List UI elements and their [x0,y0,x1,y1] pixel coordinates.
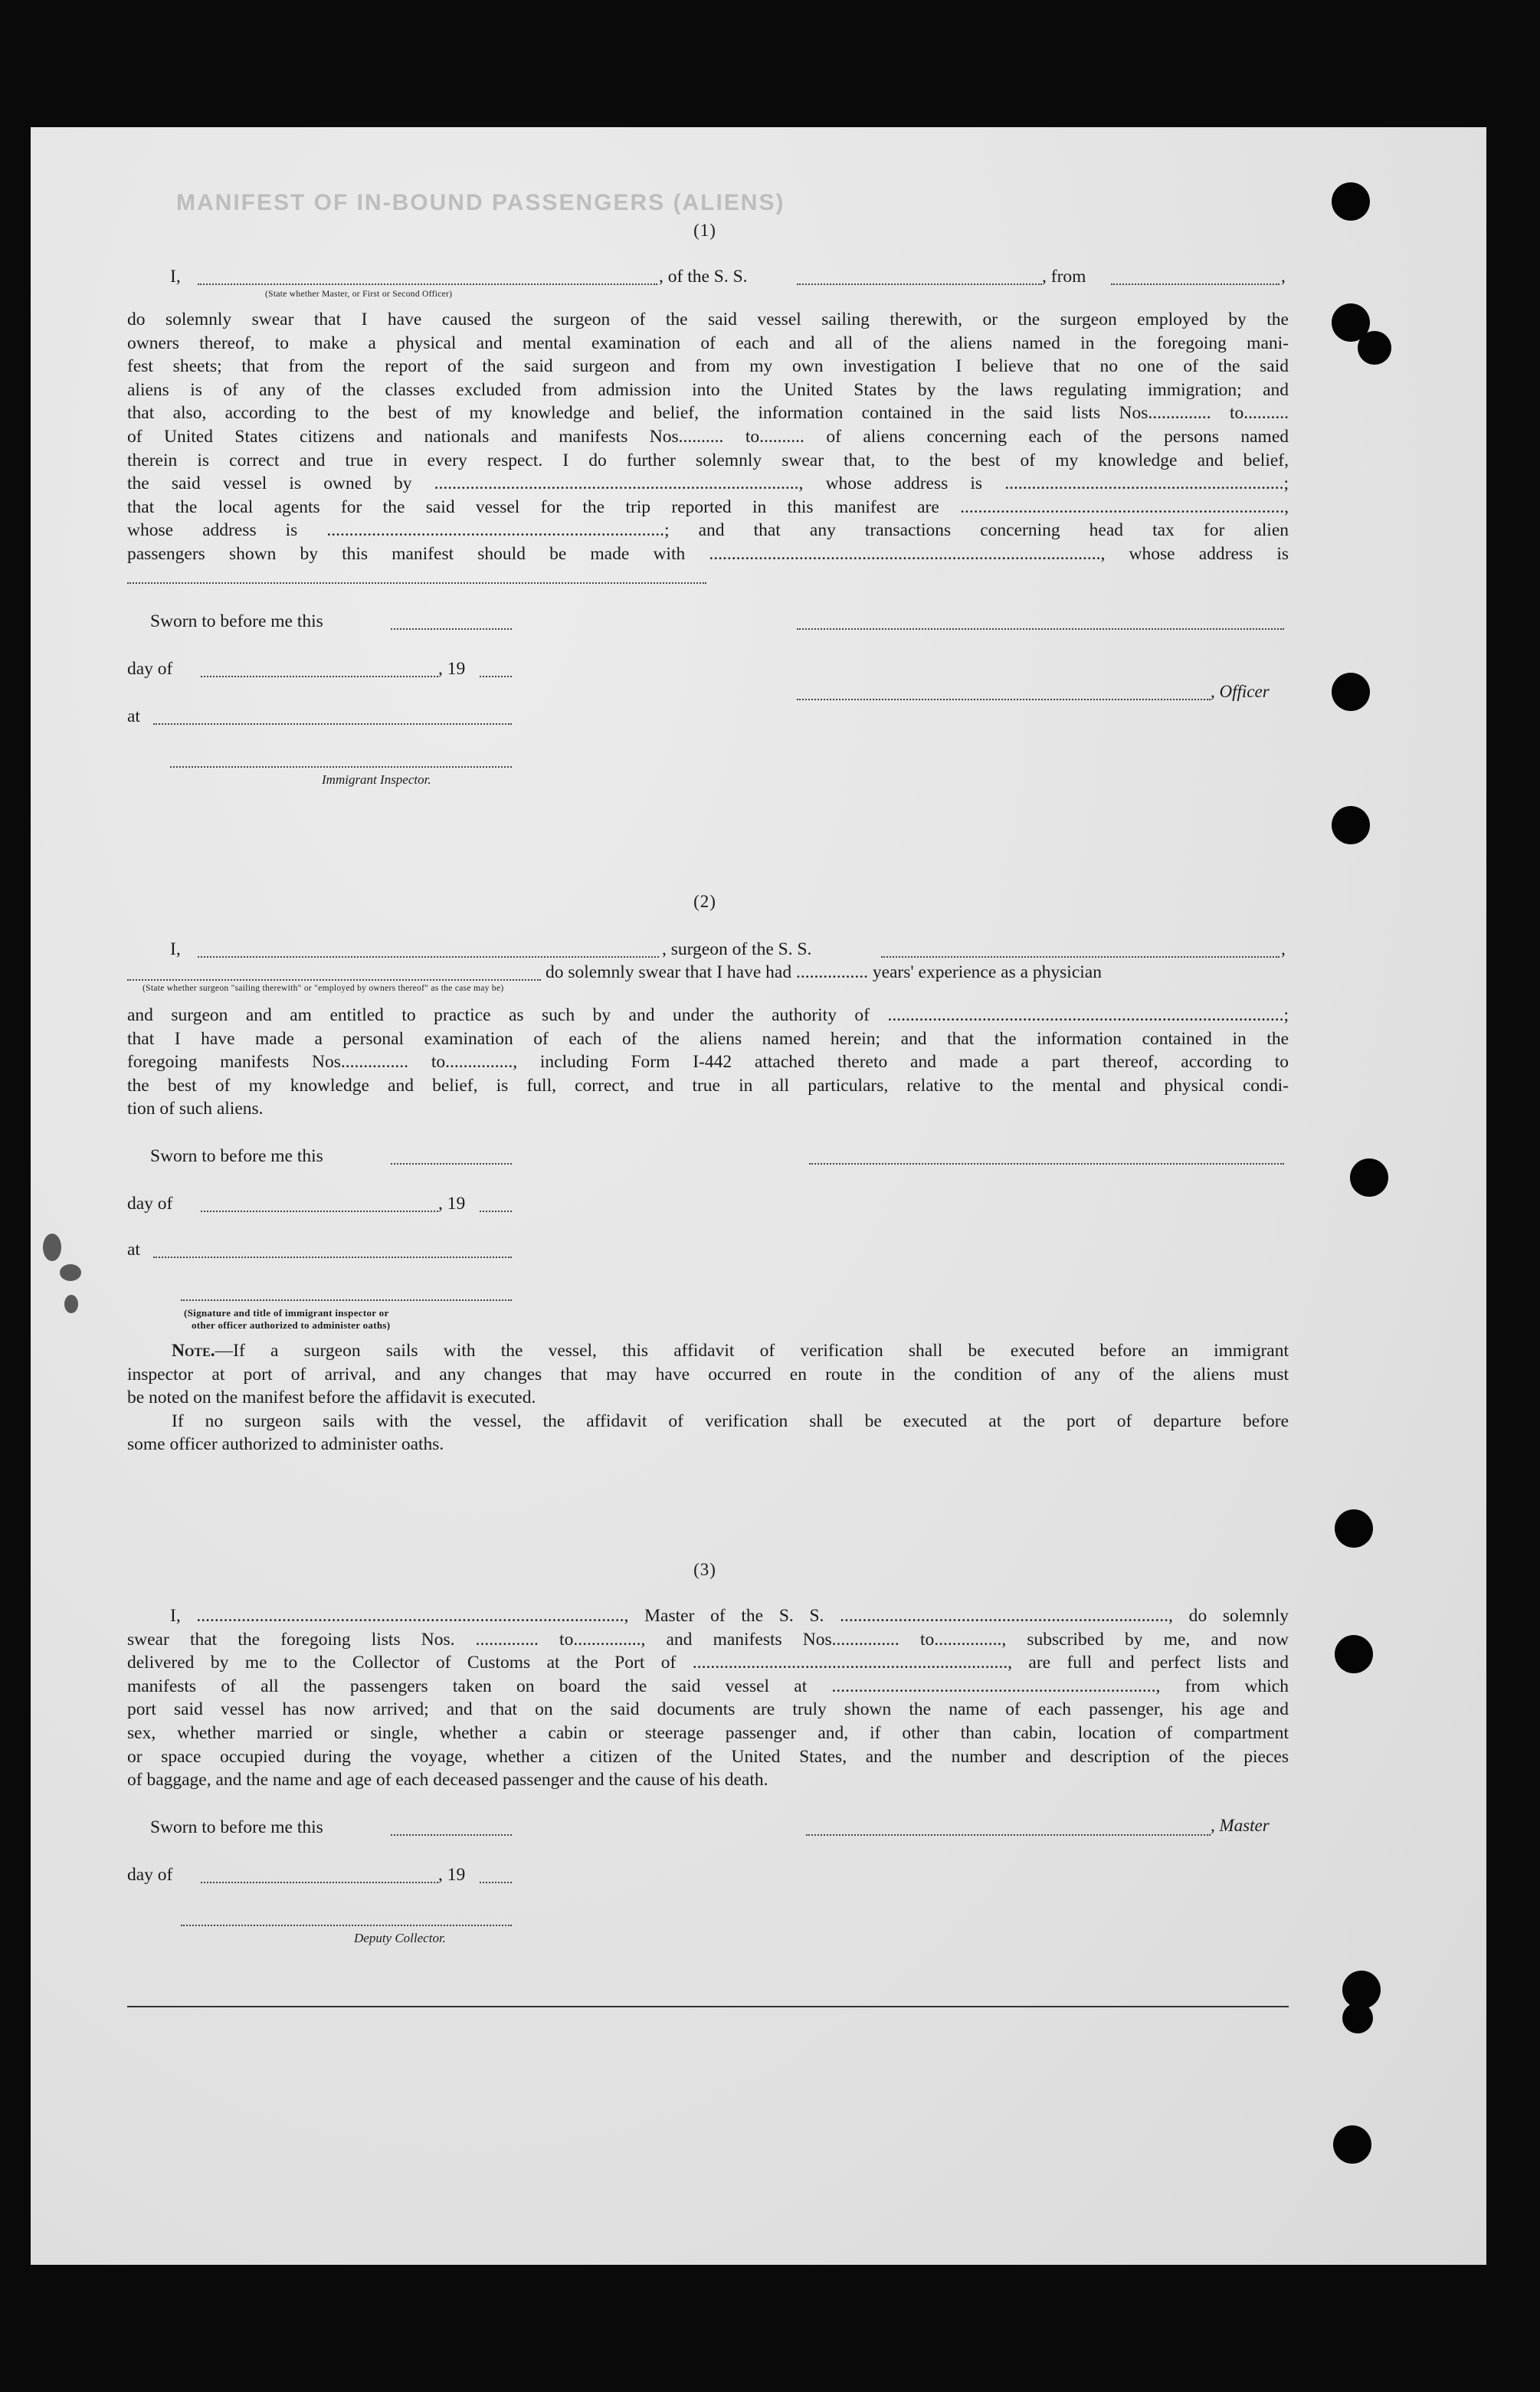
bottom-rule [127,2006,1289,2007]
blank-sworn-date [391,628,512,630]
note-line [127,1339,1289,1363]
blank-sworn-date-3 [391,1834,512,1836]
paragraph-line: and surgeon and am entitled to practice as such by and under the authority of ........................................................................................; [127,1005,1289,1025]
punch-hole [1332,182,1370,221]
blank-collector-signature [181,1925,512,1926]
year-label-2: , 19 [438,1194,466,1214]
paragraph-line: manifests of all the passengers taken on board the said vessel at ........................................................................, from which [127,1676,1289,1696]
paragraph-line: delivered by me to the Collector of Customs at the Port of ......................................................................, are full and perfect lists and [127,1653,1289,1673]
blank-vessel-name-2 [881,956,1280,958]
note-line: inspector at port of arrival, and any changes that may have occurred en route in the condition of any of the aliens must [127,1364,1289,1384]
paragraph-line: the best of my knowledge and belief, is full, correct, and true in all particulars, relative to the mental and physical condi- [127,1075,1289,1096]
blank-officer-signature [797,699,1211,700]
paragraph-line: that I have made a personal examination of each of the aliens named herein; and that the information contained in the [127,1028,1289,1049]
bleed-through-text: MANIFEST OF IN-BOUND PASSENGERS (ALIENS) [176,190,785,215]
paragraph-line: port said vessel has now arrived; and that on the said documents are truly shown the name of each passenger, his age and [127,1699,1289,1720]
blank-address-line [127,582,706,584]
note-paragraph [127,1339,1289,1456]
blank-day-3 [201,1882,438,1883]
blank-officer-signature-top [797,628,1284,630]
paragraph-line: aliens is of any of the classes excluded from admission into the United States by the laws regulating immigration; and [127,379,1289,400]
sworn-label-2: Sworn to before me this [150,1146,323,1166]
paragraph-line: sex, whether married or single, whether a cabin or steerage passenger and, if other than cabin, location of compartment [127,1722,1289,1743]
section-3-paragraph [127,1604,1289,1792]
section-1-number: (1) [693,221,716,240]
paragraph-line: or space occupied during the voyage, whether a citizen of the United States, and the number and description of the pieces [127,1746,1289,1767]
paragraph-line: the said vessel is owned by ................................................................................., whose address is ..............................................................; [127,473,1289,494]
master-label: , Master [1211,1816,1270,1835]
section-1-line-1c: , from [1042,267,1086,287]
paragraph-line: tion of such aliens. [127,1099,264,1119]
ink-smudge [43,1234,61,1261]
punch-hole [1335,1635,1373,1673]
day-of-label-2: day of [127,1194,173,1214]
section-3-number: (3) [693,1560,716,1579]
paragraph-line: of baggage, and the name and age of each deceased passenger and the cause of his death. [127,1770,768,1791]
blank-at-place-2 [153,1257,512,1258]
signature-caption-1: (Signature and title of immigrant inspector or [184,1307,389,1319]
blank-master-signature [806,1834,1211,1836]
punch-hole [1335,1509,1373,1548]
inspector-label: Immigrant Inspector. [322,772,431,787]
blank-surgeon-signature [809,1163,1284,1165]
section-2-line-2: do solemnly swear that I have had ................ years' experience as a physician [546,962,1102,982]
paragraph-line: that also, according to the best of my knowledge and belief, the information contained in the said lists Nos.............. to.......... [127,403,1289,424]
sworn-label-3: Sworn to before me this [150,1817,323,1837]
section-1-line-1a: I, [170,267,181,287]
punch-hole [1332,806,1370,844]
paragraph-line: that the local agents for the said vessel for the trip reported in this manifest are ........................................................................, [127,496,1289,517]
blank-surgeon-name [198,956,659,958]
paragraph-line: do solemnly swear that I have caused the surgeon of the said vessel sailing therewith, or the surgeon employed by the [127,310,1289,329]
day-of-label-3: day of [127,1865,173,1885]
punch-hole [1358,331,1391,365]
blank-year-3 [480,1882,512,1883]
note-text: —If a surgeon sails with the vessel, this affidavit of verification shall be executed before an immigrant [215,1341,1289,1361]
paragraph-line: swear that the foregoing lists Nos. .............. to..............., and manifests Nos............... to..............., subscribed by me, and now [127,1629,1289,1650]
section-1-line-1b: , of the S. S. [659,267,748,287]
paragraph-line: therein is correct and true in every respect. I do further solemnly swear that, to the best of my knowledge and belief, [127,450,1289,470]
paragraph-line: whose address is ...........................................................................; and that any transactions concerning head tax for alien [127,520,1289,541]
section-1-caption: (State whether Master, or First or Second Officer) [265,290,453,299]
paragraph-line: fest sheets; that from the report of the said surgeon and from my own investigation I believe that no one of the said [127,356,1289,377]
punch-hole [1350,1158,1388,1197]
punch-hole [1333,2125,1371,2164]
blank-from-port [1111,283,1280,285]
year-label: , 19 [438,659,466,679]
blank-year [480,676,512,677]
note-line: some officer authorized to administer oaths. [127,1434,444,1455]
note-line: If no surgeon sails with the vessel, the affidavit of verification shall be executed at the port of departure before [172,1411,1289,1431]
section-2-caption: (State whether surgeon "sailing therewith" or "employed by owners thereof" as the case may be) [143,984,504,993]
note-label: Note. [172,1341,215,1361]
ink-smudge [60,1264,81,1281]
punch-hole [1332,673,1370,711]
section-2-line-1c: , [1281,939,1286,959]
blank-year-2 [480,1211,512,1212]
section-2-line-1b: , surgeon of the S. S. [662,939,812,959]
paragraph-line: owners thereof, to make a physical and mental examination of each and all of the aliens named in the foregoing mani- [127,333,1289,353]
blank-signature-title [181,1299,512,1301]
blank-surgeon-status [127,979,541,981]
at-label-2: at [127,1240,140,1260]
section-1-paragraph [127,308,1289,566]
note-line: be noted on the manifest before the affidavit is executed. [127,1388,536,1408]
blank-vessel-name [797,283,1042,285]
paragraph-line: I, ..............................................................................................., Master of the S. S. ........................................................................., do solemnly [170,1606,1289,1626]
day-of-label: day of [127,659,173,679]
blank-day-2 [201,1211,438,1212]
blank-sworn-date-2 [391,1163,512,1165]
signature-caption-2: other officer authorized to administer oaths) [192,1319,391,1331]
ink-smudge [64,1295,78,1313]
collector-label: Deputy Collector. [354,1931,446,1945]
blank-officer-name [198,283,657,285]
section-1-line-1d: , [1281,267,1286,287]
section-2-number: (2) [693,892,716,911]
punch-hole [1342,2003,1373,2033]
paragraph-line: of United States citizens and nationals and manifests Nos.......... to.......... of aliens concerning each of the persons named [127,426,1289,447]
paragraph-line: foregoing manifests Nos............... to..............., including Form I-442 attached thereto and made a part thereof, according to [127,1052,1289,1073]
year-label-3: , 19 [438,1865,466,1885]
section-2-paragraph [127,1004,1289,1121]
paragraph-line: passengers shown by this manifest should be made with ......................................................................................., whose address is [127,543,1289,564]
officer-label: , Officer [1211,682,1270,701]
sworn-label: Sworn to before me this [150,611,323,631]
section-2-line-1a: I, [170,939,181,959]
at-label: at [127,706,140,726]
blank-at-place [153,723,512,725]
blank-day [201,676,438,677]
blank-inspector-signature [170,766,512,768]
